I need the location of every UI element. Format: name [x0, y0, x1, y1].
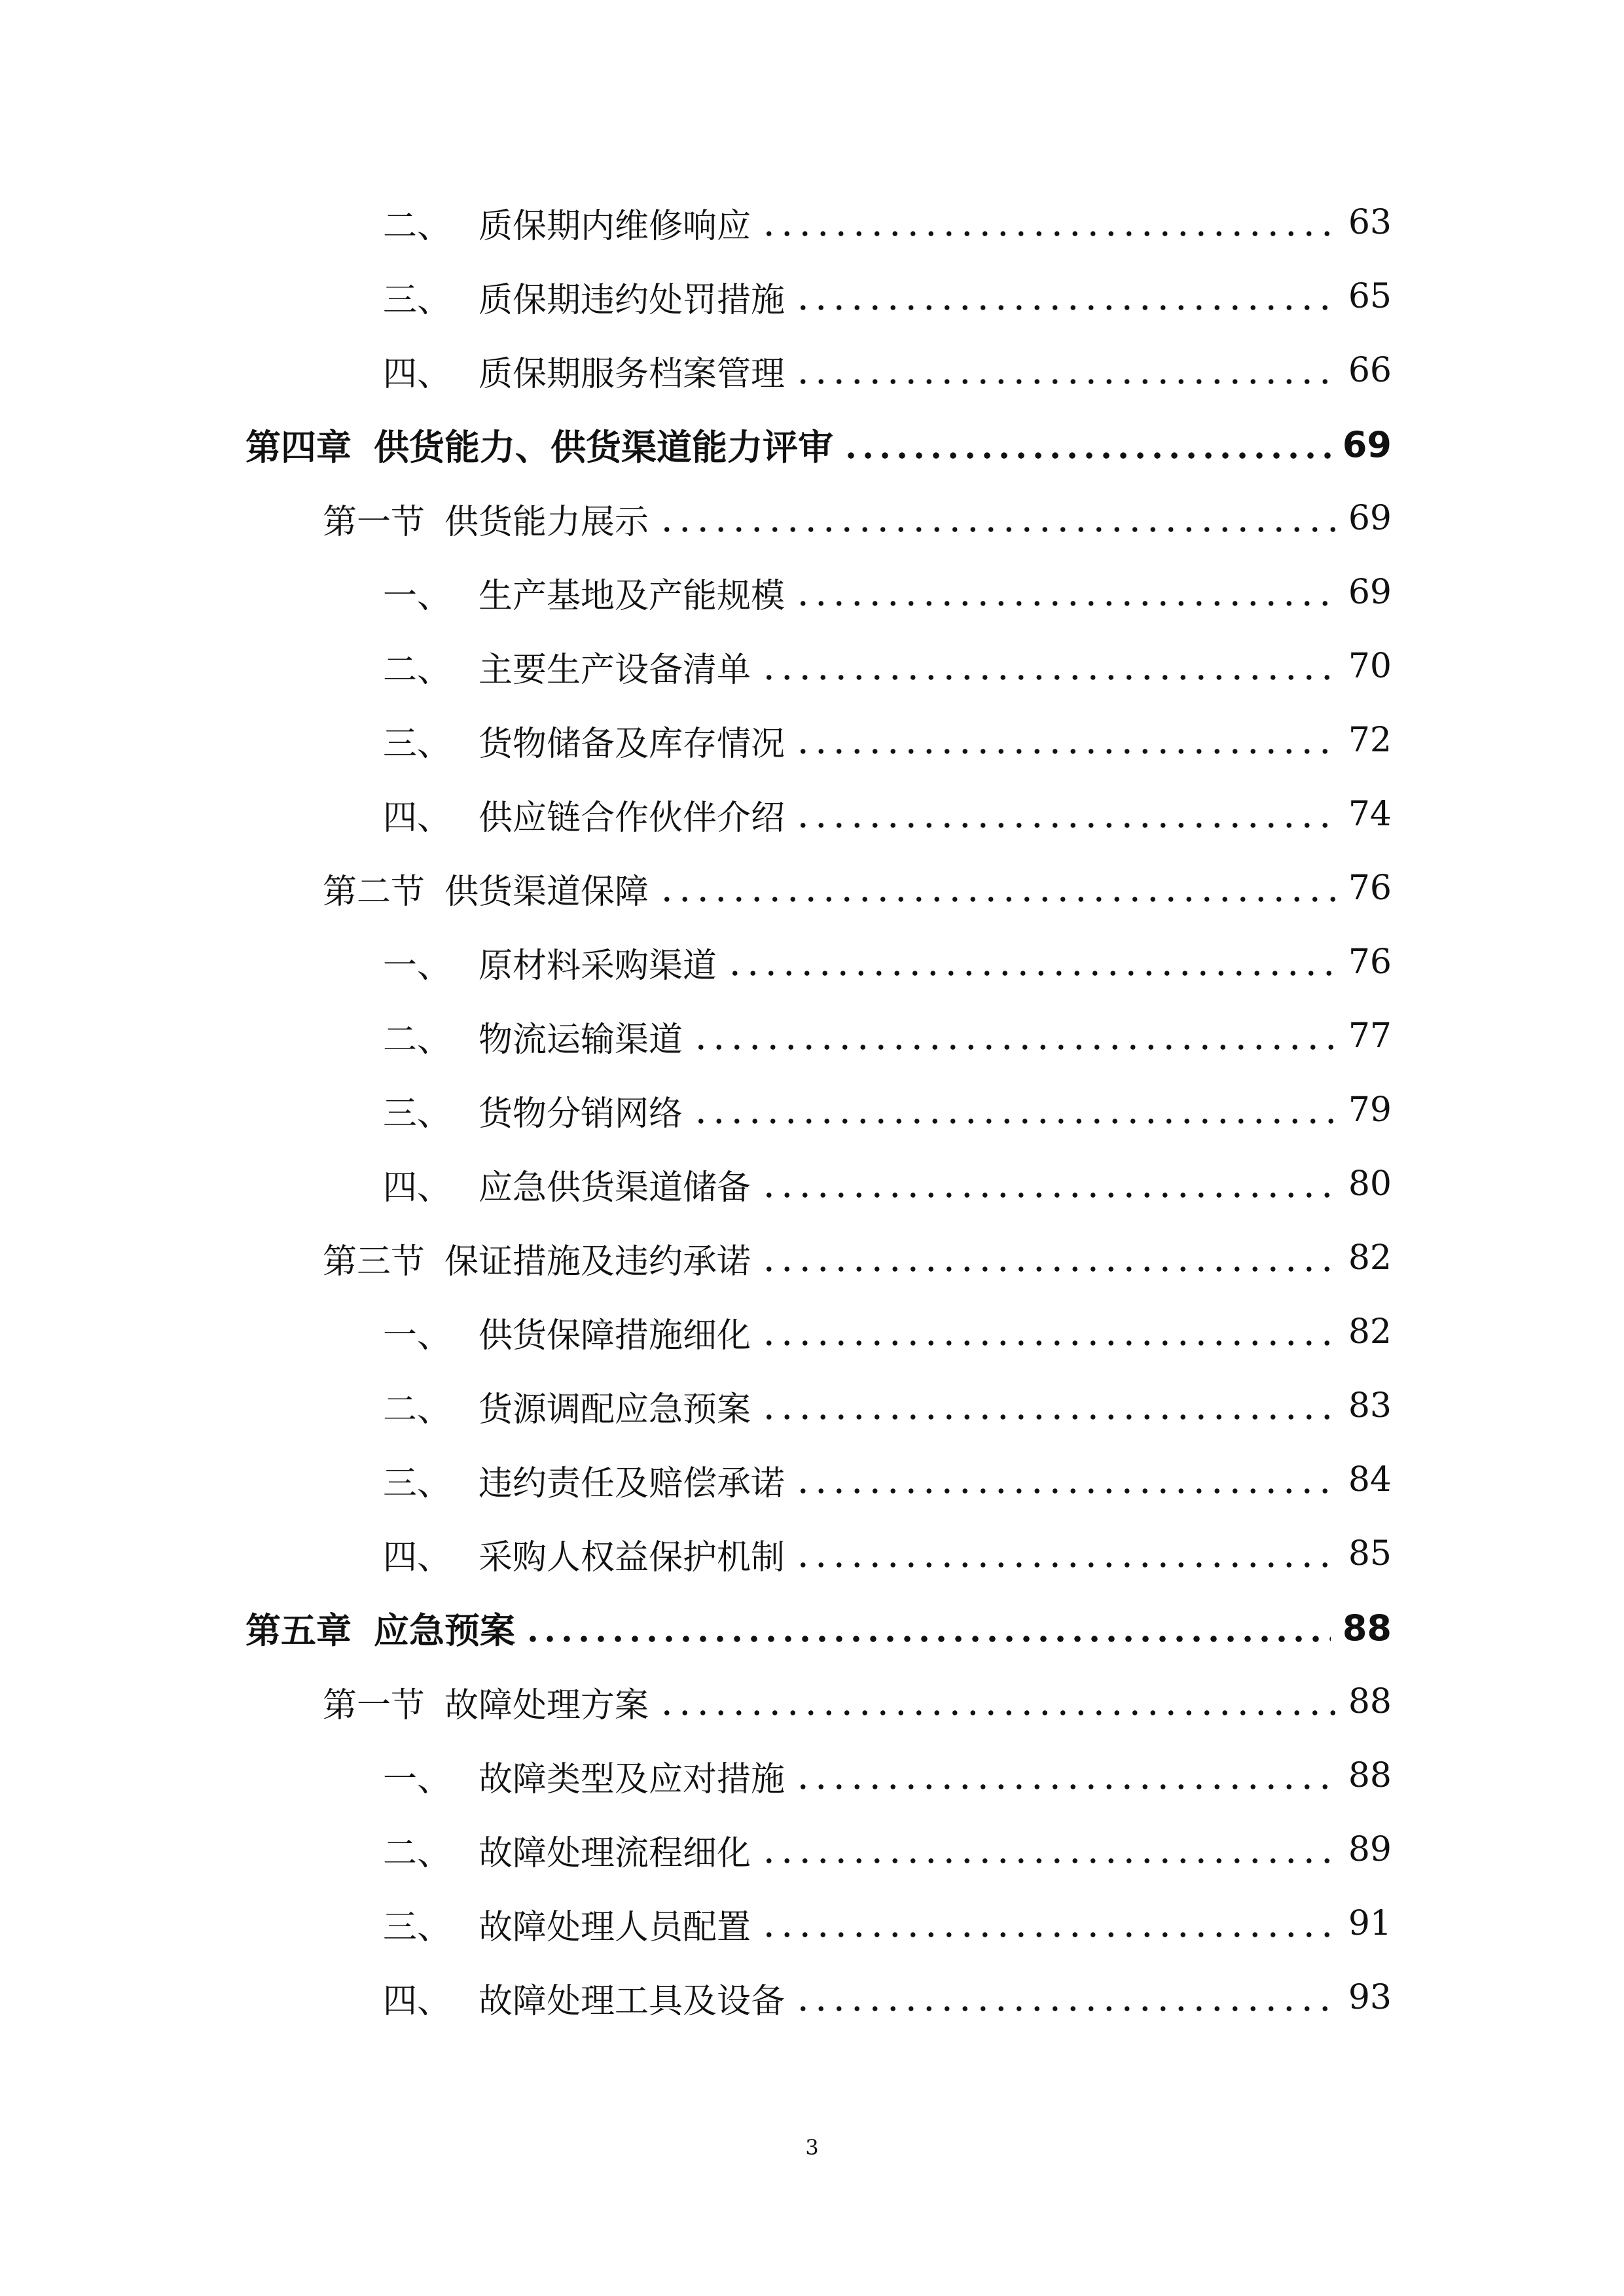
dot-leader [726, 970, 1337, 977]
toc-entry-page: 70 [1348, 647, 1392, 686]
toc-entry-number: 三、 [383, 1094, 452, 1134]
toc-entry-page: 74 [1348, 795, 1392, 834]
toc-chapter-entry[interactable] [245, 1598, 1392, 1657]
dot-leader [524, 1635, 1331, 1643]
toc-section-label: 第一节 [323, 1685, 425, 1725]
toc-entry-number: 四、 [383, 1168, 452, 1208]
toc-entry-page: 83 [1348, 1386, 1392, 1426]
toc-section-entry[interactable] [323, 489, 1392, 548]
toc-entry[interactable] [383, 711, 1392, 770]
toc-entry-page: 88 [1348, 1682, 1392, 1721]
toc-entry-number: 四、 [383, 1981, 452, 2021]
dot-leader [760, 1340, 1337, 1346]
toc-entry-number: 四、 [383, 1537, 452, 1577]
toc-entry-number: 一、 [383, 946, 452, 986]
toc-entry-page: 66 [1348, 351, 1392, 390]
toc-entry-page: 72 [1348, 721, 1392, 760]
toc-entry-title: 应急预案 [374, 1609, 515, 1651]
toc-entry-number: 一、 [383, 1759, 452, 1799]
toc-entry-page: 77 [1348, 1016, 1392, 1056]
toc-entry-page: 93 [1348, 1978, 1392, 2017]
dot-leader [794, 822, 1337, 829]
toc-entry[interactable] [383, 1820, 1392, 1879]
toc-entry-number: 二、 [383, 1833, 452, 1873]
toc-entry[interactable] [383, 1155, 1392, 1213]
dot-leader [794, 378, 1337, 385]
toc-entry-title: 故障类型及应对措施 [478, 1759, 785, 1799]
dot-leader [760, 674, 1337, 681]
toc-entry-title: 应急供货渠道储备 [478, 1168, 751, 1208]
toc-chapter-label: 第四章 [245, 426, 352, 468]
toc-entry-title: 主要生产设备清单 [478, 650, 751, 690]
toc-entry-number: 四、 [383, 354, 452, 394]
toc-entry-number: 四、 [383, 798, 452, 838]
toc-entry-number: 二、 [383, 1020, 452, 1060]
toc-entry[interactable] [383, 1302, 1392, 1361]
toc-entry-number: 三、 [383, 280, 452, 320]
toc-entry[interactable] [383, 193, 1392, 252]
toc-entry-title: 供货渠道保障 [444, 872, 649, 912]
toc-entry[interactable] [383, 341, 1392, 400]
toc-entry-number: 一、 [383, 1316, 452, 1355]
toc-entry-title: 故障处理方案 [444, 1685, 649, 1725]
toc-entry-title: 故障处理人员配置 [478, 1907, 751, 1947]
toc-entry-page: 63 [1348, 203, 1392, 242]
toc-entry-page: 69 [1342, 423, 1392, 465]
toc-entry-title: 供应链合作伙伴介绍 [478, 798, 785, 838]
toc-entry-title: 货源调配应急预案 [478, 1390, 751, 1429]
toc-entry-page: 91 [1348, 1904, 1392, 1943]
toc-entry-number: 二、 [383, 1390, 452, 1429]
toc-entry-page: 80 [1348, 1164, 1392, 1204]
toc-entry-title: 质保期服务档案管理 [478, 354, 785, 394]
dot-leader [794, 1562, 1337, 1568]
toc-section-entry[interactable] [323, 1229, 1392, 1287]
toc-entry-number: 三、 [383, 724, 452, 764]
toc-entry-page: 88 [1342, 1607, 1392, 1649]
toc-entry-number: 三、 [383, 1907, 452, 1947]
toc-entry[interactable] [383, 1450, 1392, 1509]
toc-entry-page: 69 [1348, 573, 1392, 612]
dot-leader [760, 1192, 1337, 1198]
dot-leader [692, 1118, 1337, 1124]
toc-entry-page: 85 [1348, 1534, 1392, 1573]
toc-section-label: 第二节 [323, 872, 425, 912]
dot-leader [658, 896, 1337, 903]
dot-leader [794, 1488, 1337, 1494]
toc-chapter-label: 第五章 [245, 1609, 352, 1651]
toc-entry[interactable] [383, 785, 1392, 844]
dot-leader [794, 2005, 1337, 2012]
toc-entry-number: 二、 [383, 650, 452, 690]
toc-entry[interactable] [383, 563, 1392, 622]
toc-entry-title: 质保期内维修响应 [478, 206, 751, 246]
dot-leader [760, 1266, 1337, 1272]
toc-entry-page: 84 [1348, 1460, 1392, 1499]
toc-entry-title: 货物分销网络 [478, 1094, 683, 1134]
toc-entry-title: 生产基地及产能规模 [478, 576, 785, 616]
toc-entry-page: 82 [1348, 1312, 1392, 1352]
toc-entry-page: 88 [1348, 1756, 1392, 1795]
dot-leader [794, 748, 1337, 755]
dot-leader [794, 600, 1337, 607]
toc-entry[interactable] [383, 1081, 1392, 1139]
toc-entry[interactable] [383, 1894, 1392, 1953]
toc-entry-title: 采购人权益保护机制 [478, 1537, 785, 1577]
toc-entry-title: 故障处理流程细化 [478, 1833, 751, 1873]
toc-entry-title: 保证措施及违约承诺 [444, 1242, 751, 1282]
toc-entry-title: 违约责任及赔偿承诺 [478, 1463, 785, 1503]
toc-entry-page: 76 [1348, 942, 1392, 982]
dot-leader [842, 452, 1331, 459]
toc-entry-title: 质保期违约处罚措施 [478, 280, 785, 320]
dot-leader [658, 526, 1337, 533]
toc-entry-title: 故障处理工具及设备 [478, 1981, 785, 2021]
dot-leader [692, 1044, 1337, 1050]
toc-entry-title: 原材料采购渠道 [478, 946, 717, 986]
dot-leader [760, 1414, 1337, 1420]
toc-entry-page: 65 [1348, 277, 1392, 316]
page-number: 3 [805, 2135, 819, 2160]
toc-entry-number: 三、 [383, 1463, 452, 1503]
toc-entry[interactable] [383, 637, 1392, 696]
toc-chapter-entry[interactable] [245, 415, 1392, 474]
toc-entry[interactable] [383, 1746, 1392, 1805]
toc-entry-title: 供货保障措施细化 [478, 1316, 751, 1355]
toc-entry-page: 69 [1348, 499, 1392, 538]
dot-leader [760, 230, 1337, 237]
toc-entry-page: 79 [1348, 1090, 1392, 1130]
toc-entry-page: 76 [1348, 869, 1392, 908]
toc-entry[interactable] [383, 267, 1392, 326]
toc-entry-title: 物流运输渠道 [478, 1020, 683, 1060]
toc-entry[interactable] [383, 1968, 1392, 2027]
dot-leader [760, 1857, 1337, 1864]
toc-section-label: 第一节 [323, 502, 425, 542]
toc-section-entry[interactable] [323, 1672, 1392, 1731]
toc-entry-number: 二、 [383, 206, 452, 246]
toc-entry-title: 供货能力、供货渠道能力评审 [374, 426, 833, 468]
toc-entry[interactable] [383, 1376, 1392, 1435]
toc-entry-page: 82 [1348, 1238, 1392, 1278]
dot-leader [794, 304, 1337, 311]
toc-entry[interactable] [383, 933, 1392, 992]
toc-section-entry[interactable] [323, 859, 1392, 918]
dot-leader [794, 1784, 1337, 1790]
toc-entry-number: 一、 [383, 576, 452, 616]
toc-entry-title: 货物储备及库存情况 [478, 724, 785, 764]
dot-leader [760, 1931, 1337, 1938]
toc-entry[interactable] [383, 1524, 1392, 1583]
toc-entry-page: 89 [1348, 1830, 1392, 1869]
toc-entry-title: 供货能力展示 [444, 502, 649, 542]
dot-leader [658, 1710, 1337, 1716]
toc-section-label: 第三节 [323, 1242, 425, 1282]
toc-entry[interactable] [383, 1007, 1392, 1066]
